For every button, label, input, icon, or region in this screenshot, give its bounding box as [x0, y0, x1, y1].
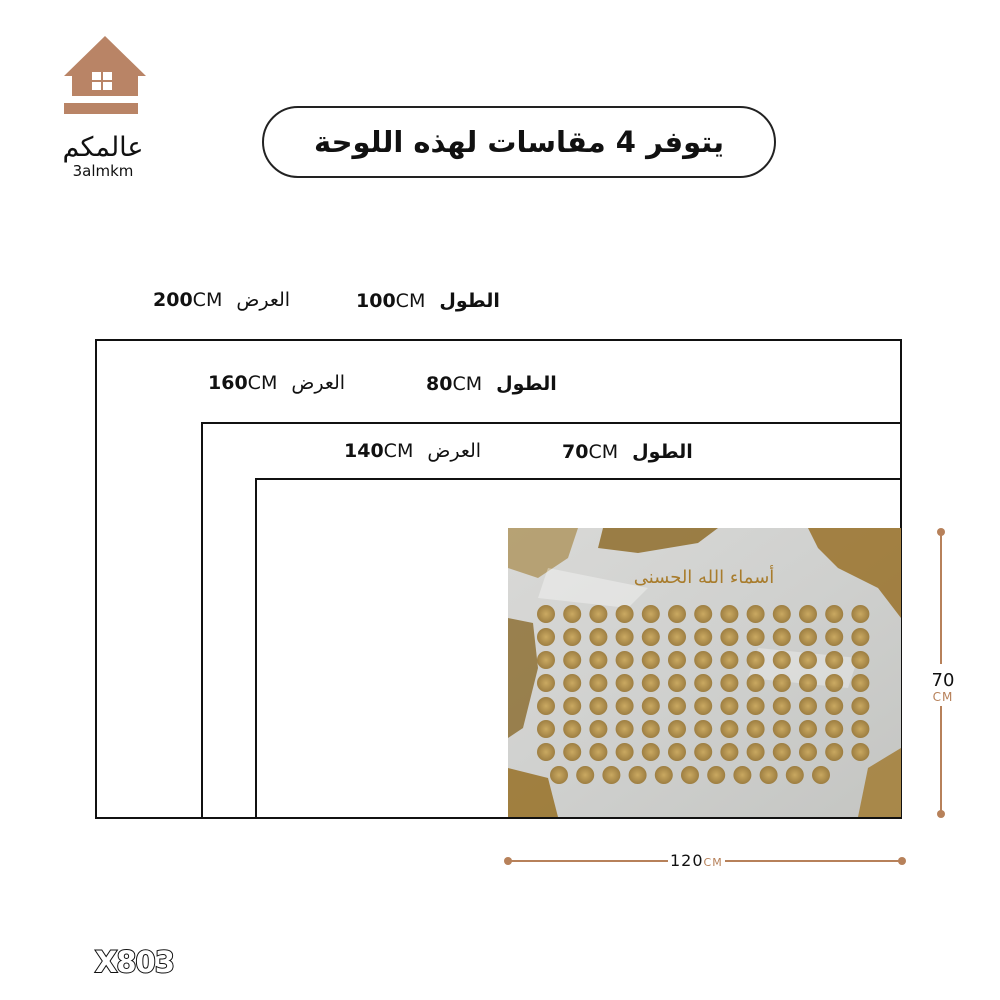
name-medallion	[563, 720, 581, 738]
name-medallion	[747, 605, 765, 623]
name-medallion	[786, 766, 804, 784]
name-medallion	[668, 605, 686, 623]
name-medallion	[825, 651, 843, 669]
name-medallion	[720, 651, 738, 669]
name-medallion	[747, 743, 765, 761]
name-medallion	[537, 651, 555, 669]
name-medallion	[616, 605, 634, 623]
name-medallion	[760, 766, 778, 784]
name-medallion	[799, 743, 817, 761]
name-medallion	[747, 697, 765, 715]
name-medallion	[668, 697, 686, 715]
name-medallion	[537, 697, 555, 715]
width-label-small: 140CM العرض	[344, 440, 482, 462]
logo-latin-name: 3almkm	[72, 162, 134, 180]
name-medallion	[720, 674, 738, 692]
name-medallion	[773, 628, 791, 646]
name-medallion	[537, 628, 555, 646]
name-medallion	[537, 674, 555, 692]
length-label-small: 70CM الطول	[562, 441, 693, 463]
name-medallion	[589, 697, 607, 715]
name-medallion	[720, 743, 738, 761]
name-medallion	[851, 720, 869, 738]
name-medallion	[642, 628, 660, 646]
name-medallion	[589, 628, 607, 646]
name-medallion	[720, 628, 738, 646]
name-medallion	[616, 651, 634, 669]
name-medallion	[602, 766, 620, 784]
name-medallion	[642, 743, 660, 761]
name-medallion	[642, 674, 660, 692]
name-medallion	[642, 605, 660, 623]
name-medallion	[799, 720, 817, 738]
sizes-headline: يتوفر 4 مقاسات لهذه اللوحة	[262, 106, 776, 178]
name-medallion	[668, 743, 686, 761]
name-medallion	[851, 651, 869, 669]
name-medallion	[589, 720, 607, 738]
name-medallion	[642, 720, 660, 738]
name-medallion	[589, 674, 607, 692]
name-medallion	[799, 651, 817, 669]
name-medallion	[720, 697, 738, 715]
name-medallion	[747, 720, 765, 738]
name-medallion	[616, 720, 634, 738]
length-label-medium: 80CM الطول	[426, 373, 557, 395]
name-medallion	[655, 766, 673, 784]
house-logo-icon	[50, 28, 160, 138]
name-medallion	[773, 697, 791, 715]
name-medallion	[563, 743, 581, 761]
name-medallion	[668, 720, 686, 738]
logo-arabic-name: عالمكم	[62, 132, 144, 163]
name-medallion	[799, 697, 817, 715]
name-medallion	[629, 766, 647, 784]
height-unit: CM	[932, 690, 954, 704]
name-medallion	[668, 674, 686, 692]
width-value: 120	[670, 851, 704, 870]
name-medallion	[537, 720, 555, 738]
name-medallion	[537, 743, 555, 761]
name-medallion	[799, 628, 817, 646]
name-medallion	[747, 628, 765, 646]
name-medallion	[825, 720, 843, 738]
name-medallion	[563, 651, 581, 669]
name-medallion	[589, 651, 607, 669]
name-medallion	[694, 651, 712, 669]
name-medallion	[851, 743, 869, 761]
name-medallion	[563, 674, 581, 692]
name-medallion	[694, 628, 712, 646]
name-medallion	[799, 674, 817, 692]
name-medallion	[825, 628, 843, 646]
name-medallion	[773, 674, 791, 692]
name-medallion	[773, 651, 791, 669]
height-value: 70	[931, 670, 955, 691]
name-medallion	[851, 628, 869, 646]
name-medallion	[694, 674, 712, 692]
name-medallion	[668, 651, 686, 669]
name-medallion	[707, 766, 725, 784]
name-medallion	[616, 628, 634, 646]
name-medallion	[747, 651, 765, 669]
name-medallion	[773, 743, 791, 761]
name-medallion	[825, 605, 843, 623]
name-medallion	[825, 674, 843, 692]
name-medallion	[851, 697, 869, 715]
name-medallion	[812, 766, 830, 784]
painting-image	[508, 528, 901, 817]
painting-preview	[508, 528, 901, 817]
name-medallion	[825, 743, 843, 761]
name-medallion	[694, 743, 712, 761]
name-medallion	[851, 674, 869, 692]
svg-text:أسماء الله الحسنى: أسماء الله الحسنى	[633, 567, 775, 588]
name-medallion	[773, 605, 791, 623]
product-code: X803	[95, 945, 174, 979]
name-medallion	[694, 720, 712, 738]
name-medallion	[616, 743, 634, 761]
name-medallion	[563, 697, 581, 715]
length-label-large: 100CM الطول	[356, 290, 500, 312]
name-medallion	[589, 743, 607, 761]
name-medallion	[799, 605, 817, 623]
name-medallion	[720, 605, 738, 623]
name-medallion	[576, 766, 594, 784]
name-medallion	[668, 628, 686, 646]
name-medallion	[563, 605, 581, 623]
name-medallion	[537, 605, 555, 623]
name-medallion	[642, 697, 660, 715]
name-medallion	[733, 766, 751, 784]
name-medallion	[694, 605, 712, 623]
name-medallion	[589, 605, 607, 623]
name-medallion	[825, 697, 843, 715]
name-medallion	[694, 697, 712, 715]
name-medallion	[773, 720, 791, 738]
name-medallion	[747, 674, 765, 692]
name-medallion	[851, 605, 869, 623]
width-dimension-label	[668, 851, 725, 870]
name-medallion	[720, 720, 738, 738]
name-medallion	[642, 651, 660, 669]
width-label-medium: 160CM العرض	[208, 372, 346, 394]
name-medallion	[563, 628, 581, 646]
name-medallion	[681, 766, 699, 784]
name-medallion	[550, 766, 568, 784]
width-unit: CM	[703, 856, 723, 869]
name-medallion	[616, 674, 634, 692]
width-label-large: 200CM العرض	[153, 289, 291, 311]
name-medallion	[616, 697, 634, 715]
